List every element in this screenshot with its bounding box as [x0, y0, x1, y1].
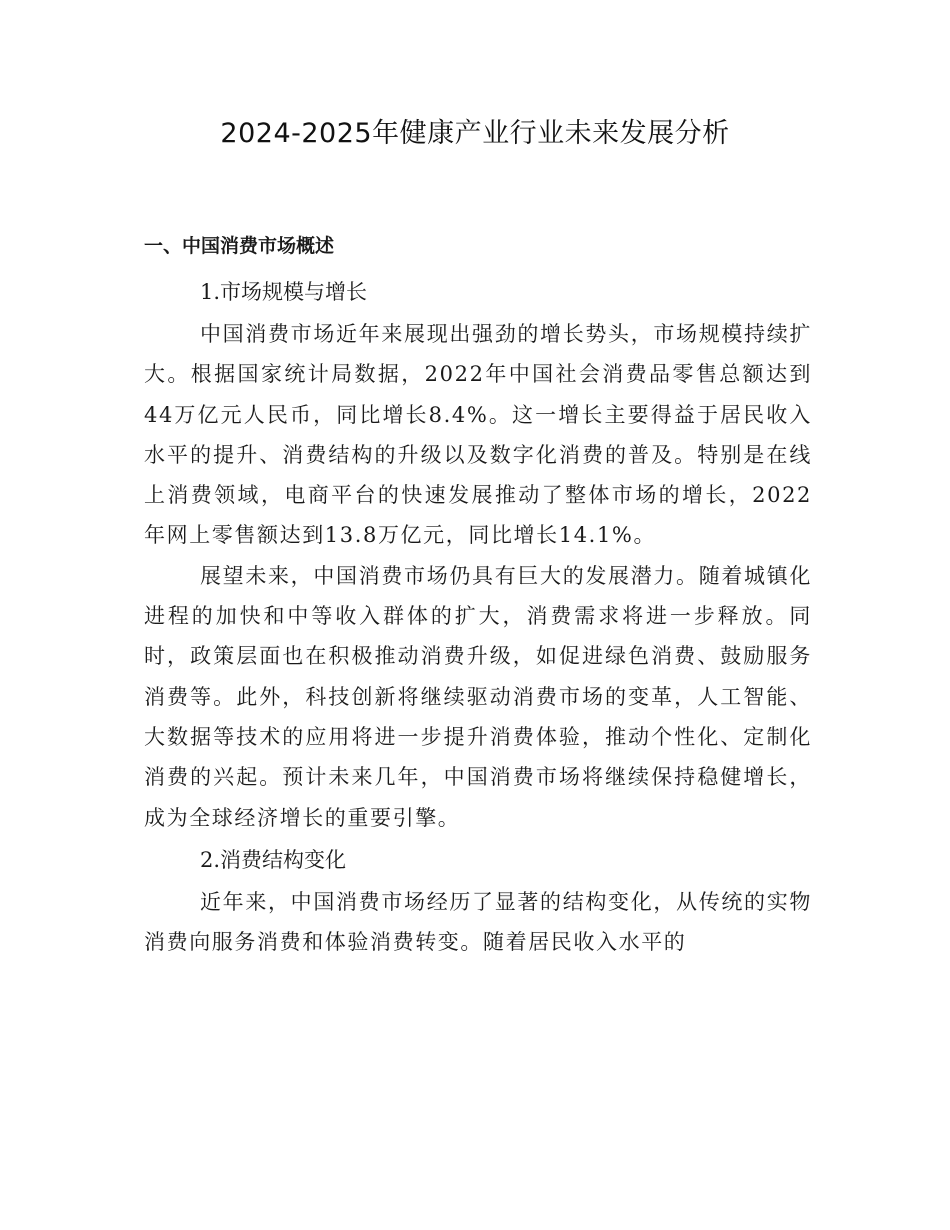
subsection-heading: 2.消费结构变化: [200, 847, 347, 872]
section-heading: 一、中国消费市场概述: [144, 235, 335, 257]
document-title: 2024-2025年健康产业行业未来发展分析: [220, 118, 730, 149]
document-body: [144, 222, 812, 962]
paragraph: 展望未来，中国消费市场仍具有巨大的发展潜力。随着城镇化进程的加快和中等收入群体的扩大，消费需求将进一步释放。同时，政策层面也在积极推动消费升级，如促进绿色消费、鼓励服务消费等。此外，科技创新将继续驱动消费市场的变革，人工智能、大数据等技术的应用将进一步提升消费体验，推动个性化、定制化消费的兴起。预计未来几年，中国消费市场将继续保持稳健增长，成为全球经济增长的重要引擎。: [144, 563, 812, 830]
paragraph: 中国消费市场近年来展现出强劲的增长势头，市场规模持续扩大。根据国家统计局数据，2022年中国社会消费品零售总额达到44万亿元人民币，同比增长8.4%。这一增长主要得益于居民收入水平的提升、消费结构的升级以及数字化消费的普及。特别是在线上消费领域，电商平台的快速发展推动了整体市场的增长，2022年网上零售额达到13.8万亿元，同比增长14.1%。: [144, 322, 812, 548]
subsection-heading: 1.市场规模与增长: [200, 280, 368, 304]
paragraph: 近年来，中国消费市场经历了显著的结构变化，从传统的实物消费向服务消费和体验消费转变。随着居民收入水平的: [144, 889, 812, 955]
